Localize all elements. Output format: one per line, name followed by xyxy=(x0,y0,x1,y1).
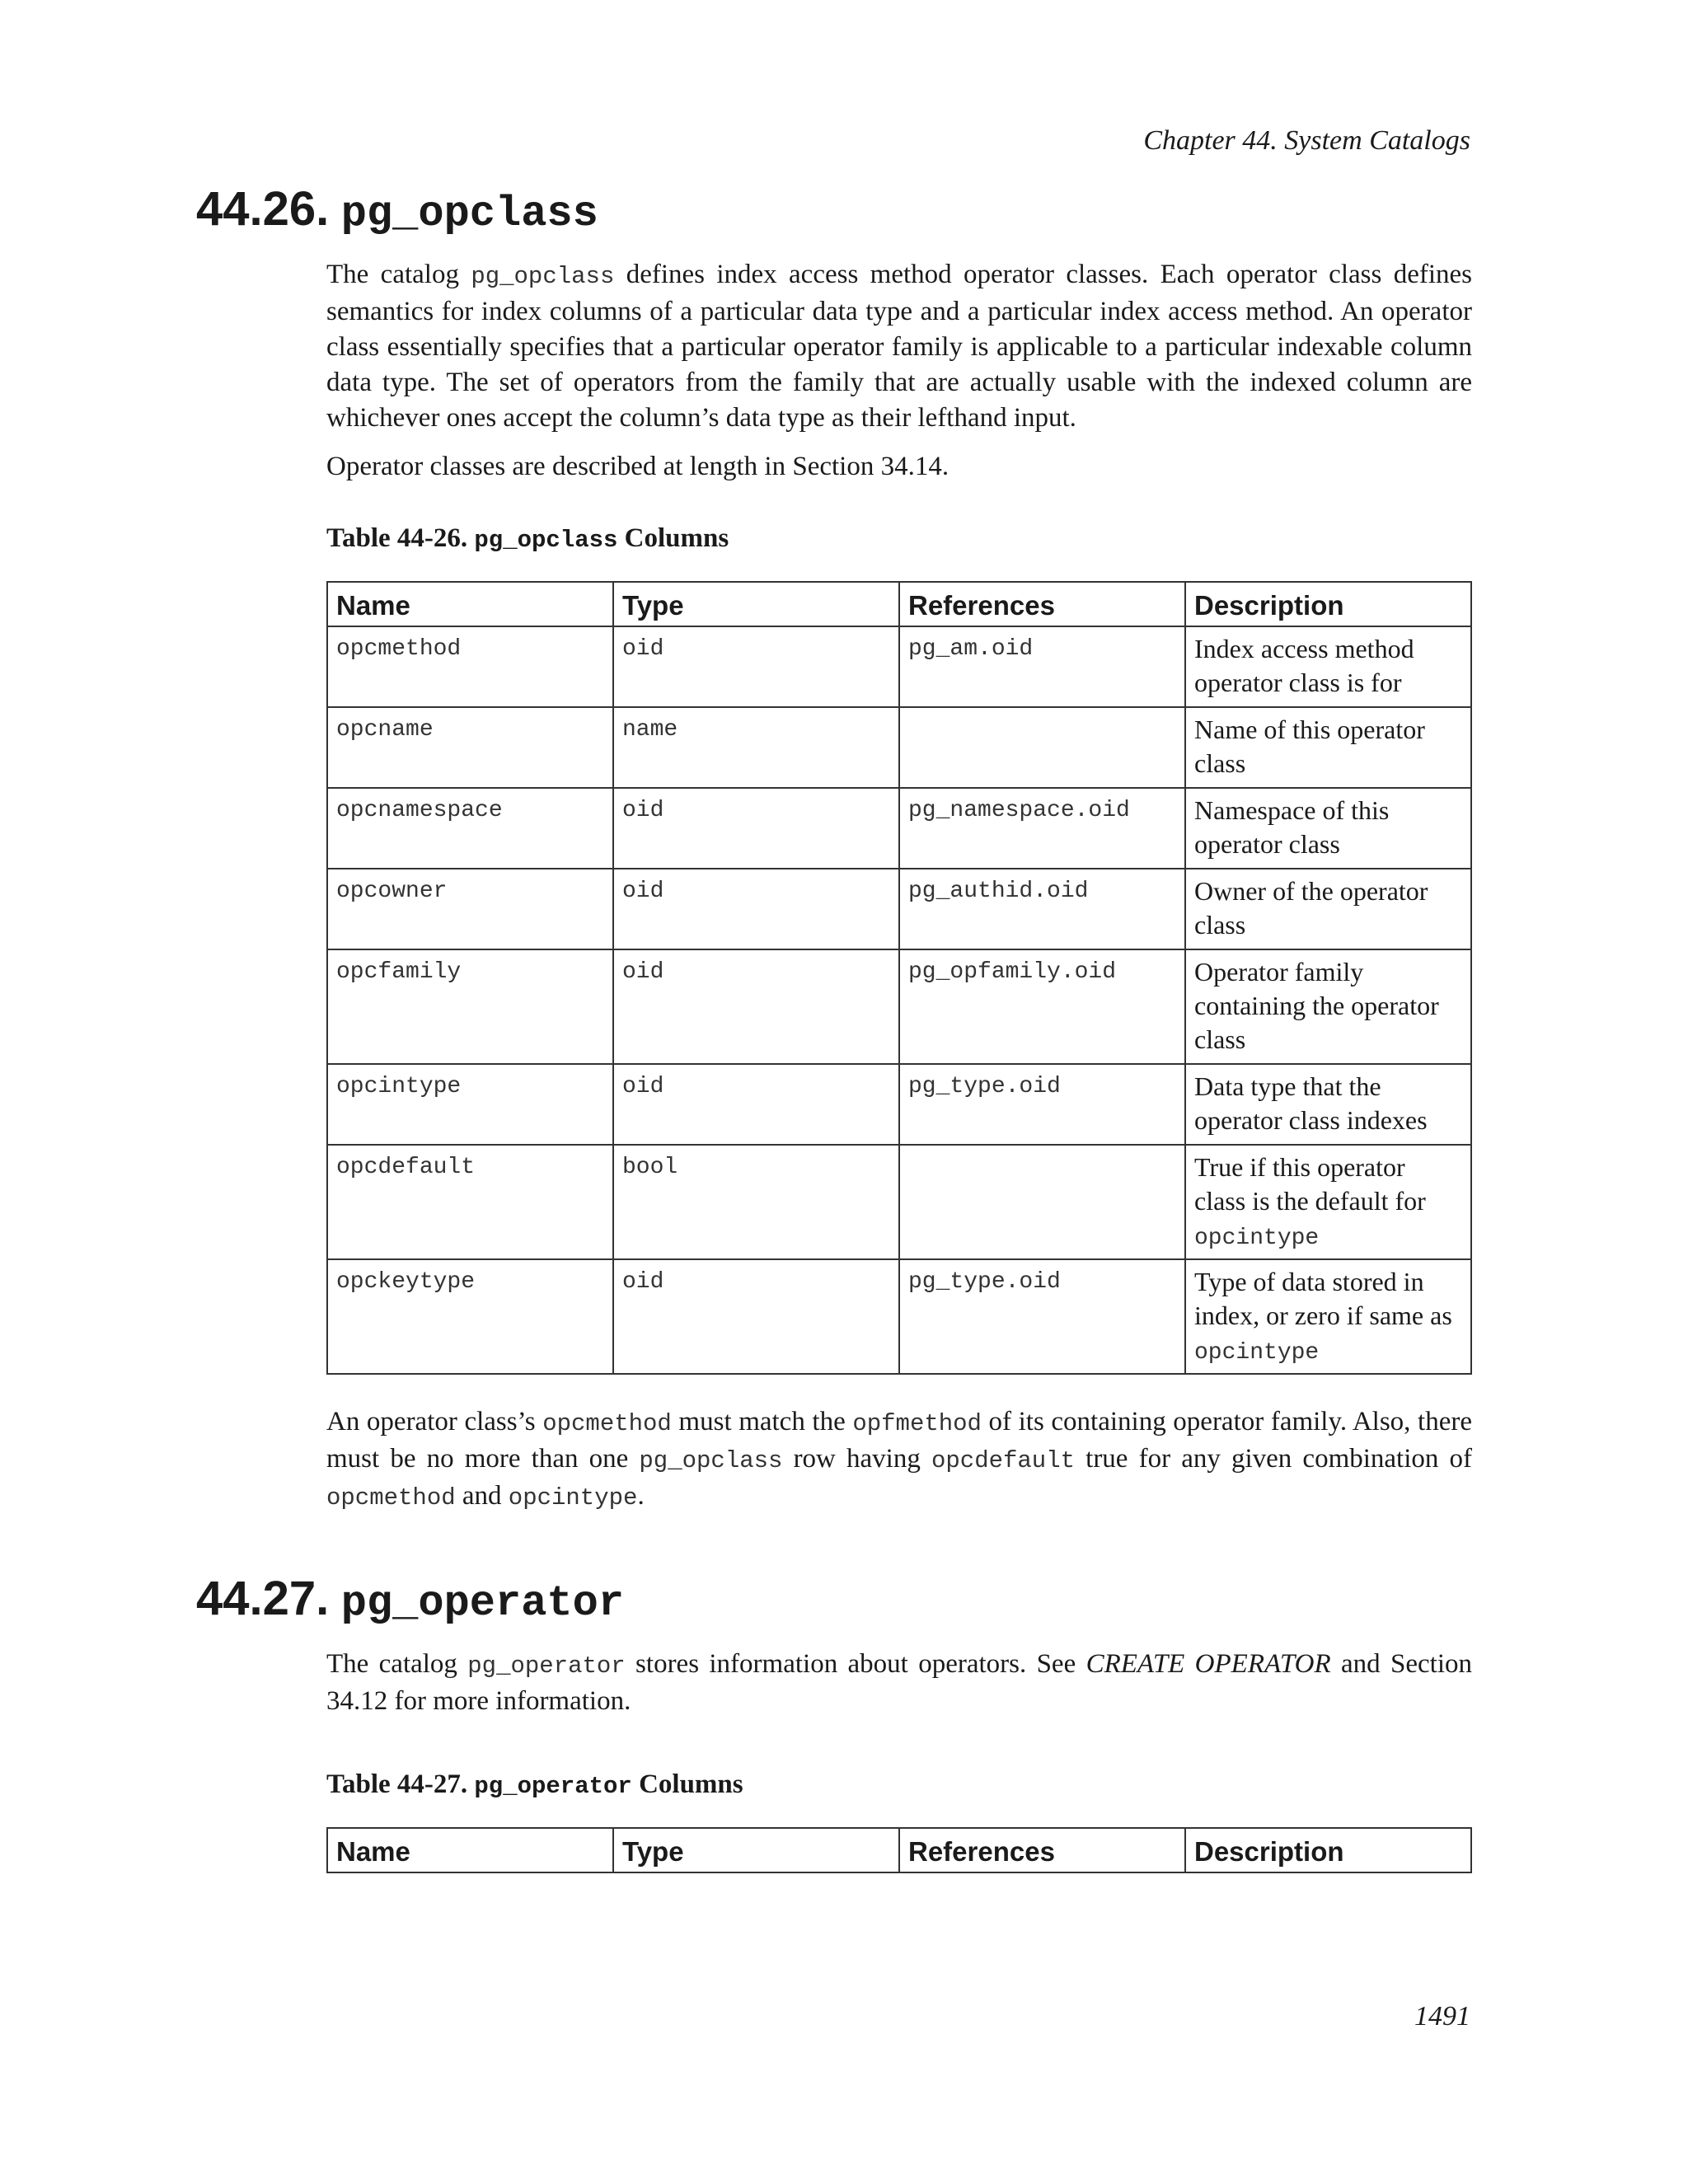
caption-code: pg_operator xyxy=(474,1773,632,1800)
cell-description xyxy=(1185,869,1471,949)
section-body-pg-opclass xyxy=(326,257,1472,1529)
text-run: true for any given combination of xyxy=(1075,1444,1473,1474)
cell-references: pg_namespace.oid xyxy=(899,788,1185,869)
cell-name: opcdefault xyxy=(327,1145,613,1259)
description-text: True if this operator class is the default for xyxy=(1194,1152,1426,1216)
table-row xyxy=(327,626,1471,707)
text-run: must match the xyxy=(671,1407,853,1436)
section-heading-pg-opclass xyxy=(196,183,598,237)
description-text: Owner of the operator class xyxy=(1194,876,1428,940)
table-row xyxy=(327,1064,1471,1145)
description-text: Name of this operator class xyxy=(1194,715,1425,778)
column-header-type: Type xyxy=(613,582,899,626)
inline-code: opcintype xyxy=(508,1484,638,1511)
table-caption xyxy=(326,521,1472,558)
text-run: and Section 34.12 for more information. xyxy=(326,1649,1472,1716)
inline-code: pg_opclass xyxy=(639,1447,783,1474)
inline-code: opcdefault xyxy=(931,1447,1076,1474)
reference-paragraph: Operator classes are described at length in Section 34.14. xyxy=(326,452,950,481)
section-code-title: pg_operator xyxy=(340,1579,625,1628)
inline-code: opcmethod xyxy=(326,1484,456,1511)
column-header-name: Name xyxy=(327,582,613,626)
column-header-references: References xyxy=(899,582,1185,626)
description-text: Namespace of this operator class xyxy=(1194,795,1390,859)
cell-type: bool xyxy=(613,1145,899,1259)
section-number: 44.27. xyxy=(196,1572,330,1625)
description-text: Data type that the operator class indexes xyxy=(1194,1071,1428,1135)
intro-paragraph xyxy=(326,257,1472,436)
cell-references: pg_opfamily.oid xyxy=(899,949,1185,1064)
section-number: 44.26. xyxy=(196,182,330,236)
column-header-name: Name xyxy=(327,1828,613,1872)
caption-prefix: Table 44-26. xyxy=(326,523,475,553)
table-row xyxy=(327,1145,1471,1259)
cell-type: oid xyxy=(613,1064,899,1145)
inline-code: pg_operator xyxy=(467,1652,626,1680)
cell-references: pg_am.oid xyxy=(899,626,1185,707)
table-row xyxy=(327,1259,1471,1374)
column-header-type: Type xyxy=(613,1828,899,1872)
description-text: Operator family containing the operator class xyxy=(1194,957,1439,1054)
cell-name: opcmethod xyxy=(327,626,613,707)
text-run: and xyxy=(455,1481,509,1511)
pg-opclass-columns-table xyxy=(326,581,1472,1375)
text-run: An operator class’s xyxy=(326,1407,543,1436)
cell-description xyxy=(1185,1064,1471,1145)
caption-suffix: Columns xyxy=(631,1769,743,1799)
table-row xyxy=(327,869,1471,949)
text-run: . xyxy=(637,1481,645,1511)
cell-name: opckeytype xyxy=(327,1259,613,1374)
inline-code: pg_opclass xyxy=(471,263,615,290)
table-row xyxy=(327,949,1471,1064)
cell-references: pg_authid.oid xyxy=(899,869,1185,949)
description-code: opcintype xyxy=(1194,1340,1320,1366)
inline-code: opfmethod xyxy=(852,1410,982,1437)
cell-type: oid xyxy=(613,869,899,949)
cell-type: oid xyxy=(613,949,899,1064)
cell-description xyxy=(1185,1145,1471,1259)
column-header-references: References xyxy=(899,1828,1185,1872)
column-header-description: Description xyxy=(1185,582,1471,626)
cell-references: pg_type.oid xyxy=(899,1064,1185,1145)
caption-suffix: Columns xyxy=(617,523,729,553)
cell-type: oid xyxy=(613,788,899,869)
text-run: The catalog xyxy=(326,260,471,289)
cell-name: opcowner xyxy=(327,869,613,949)
caption-prefix: Table 44-27. xyxy=(326,1769,475,1799)
text-run: of its containing operator family. Also, there must be no more than one xyxy=(326,1407,1472,1474)
section-body-pg-operator xyxy=(326,1647,1472,1873)
page-number: 1491 xyxy=(1414,2001,1470,2032)
description-text: Type of data stored in index, or zero if same as xyxy=(1194,1267,1452,1330)
cell-references xyxy=(899,707,1185,788)
cell-references: pg_type.oid xyxy=(899,1259,1185,1374)
cell-name: opcintype xyxy=(327,1064,613,1145)
cell-name: opcnamespace xyxy=(327,788,613,869)
cell-type: oid xyxy=(613,626,899,707)
cell-references xyxy=(899,1145,1185,1259)
text-run: row having xyxy=(782,1444,931,1474)
cell-description xyxy=(1185,626,1471,707)
inline-code: opcmethod xyxy=(542,1410,672,1437)
table-header-row xyxy=(327,1828,1471,1872)
text-run: defines index access method operator classes. Each operator class defines semantics for index columns of a particular data type and a particular index access method. An operator class essentially specifies that a particular operator family is applicable to a particular indexable column data type. The set of operators from the family that are actually usable with the indexed column are whichever ones accept the column’s data type as their lefthand input. xyxy=(326,260,1472,433)
column-header-description: Description xyxy=(1185,1828,1471,1872)
section-heading-pg-operator xyxy=(196,1572,624,1627)
pg-operator-columns-table xyxy=(326,1827,1472,1873)
table-row xyxy=(327,788,1471,869)
constraint-paragraph xyxy=(326,1404,1472,1516)
intro-paragraph xyxy=(326,1647,1472,1719)
text-run: stores information about operators. See xyxy=(625,1649,1086,1679)
cell-description xyxy=(1185,949,1471,1064)
table-caption xyxy=(326,1767,1472,1804)
table-row xyxy=(327,707,1471,788)
table-header-row xyxy=(327,582,1471,626)
cell-type: oid xyxy=(613,1259,899,1374)
emphasized-link-text: CREATE OPERATOR xyxy=(1085,1649,1331,1679)
running-header: Chapter 44. System Catalogs xyxy=(1143,125,1470,156)
caption-code: pg_opclass xyxy=(474,527,618,554)
section-code-title: pg_opclass xyxy=(340,190,598,238)
cell-name: opcfamily xyxy=(327,949,613,1064)
text-run: The catalog xyxy=(326,1649,468,1679)
description-code: opcintype xyxy=(1194,1226,1320,1251)
cell-description xyxy=(1185,1259,1471,1374)
cell-name: opcname xyxy=(327,707,613,788)
cell-description xyxy=(1185,788,1471,869)
description-text: Index access method operator class is for xyxy=(1194,634,1414,697)
cell-type: name xyxy=(613,707,899,788)
cell-description xyxy=(1185,707,1471,788)
